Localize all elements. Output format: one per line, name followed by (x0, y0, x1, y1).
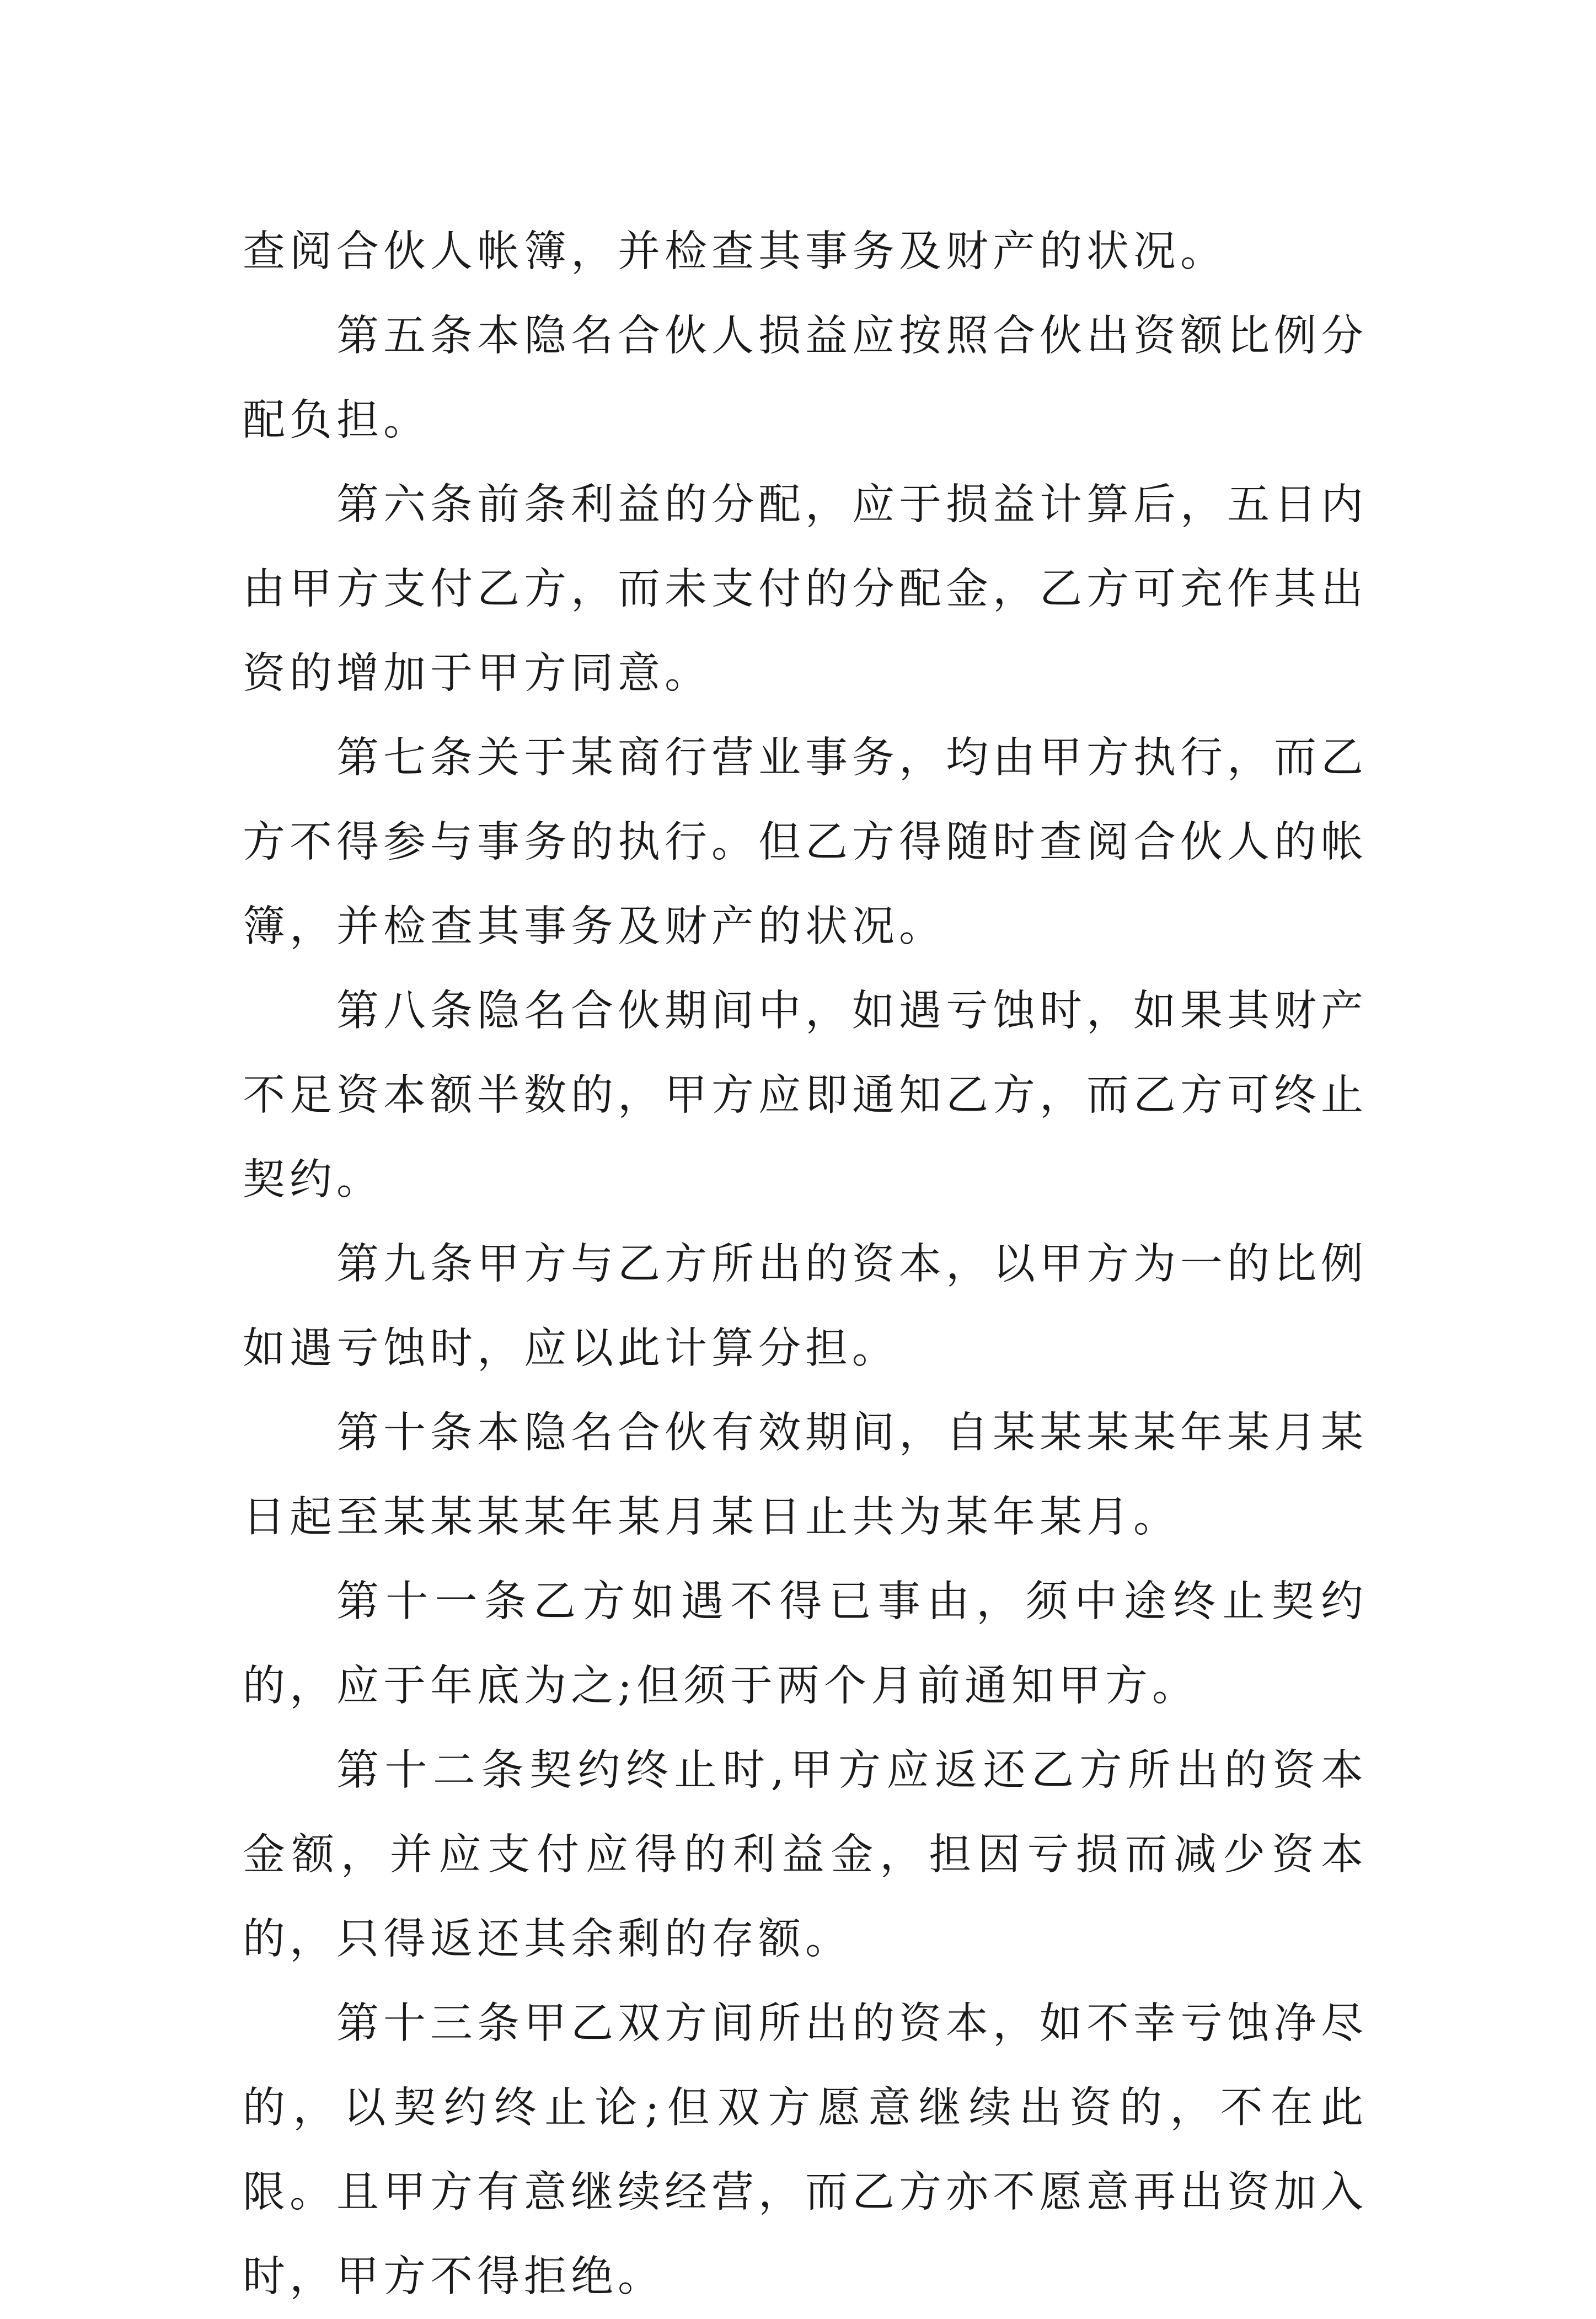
paragraph-article-6: 第六条前条利益的分配，应于损益计算后，五日内由甲方支付乙方，而未支付的分配金，乙方可充作其出资的增加于甲方同意。 (243, 480, 1368, 698)
paragraph-article-12: 第十二条契约终止时,甲方应返还乙方所出的资本金额，并应支付应得的利益金，担因亏损而减少资本的，只得返还其余剩的存额。 (243, 1746, 1368, 1964)
paragraph-article-5: 第五条本隐名合伙人损益应按照合伙出资额比例分配负担。 (243, 312, 1368, 445)
paragraph-article-7: 第七条关于某商行营业事务，均由甲方执行，而乙方不得参与事务的执行。但乙方得随时查阅合伙人的帐簿，并检查其事务及财产的状况。 (243, 733, 1368, 951)
paragraph-article-13: 第十三条甲乙双方间所出的资本，如不幸亏蚀净尽的，以契约终止论;但双方愿意继续出资的，不在此限。且甲方有意继续经营，而乙方亦不愿意再出资加入时，甲方不得拒绝。 (243, 1999, 1368, 2301)
paragraph-article-8: 第八条隐名合伙期间中，如遇亏蚀时，如果其财产不足资本额半数的，甲方应即通知乙方，而乙方可终止契约。 (243, 987, 1368, 1204)
document-body (243, 210, 1368, 2319)
paragraph: 查阅合伙人帐簿，并检查其事务及财产的状况。 (243, 227, 1227, 276)
paragraph-article-9: 第九条甲方与乙方所出的资本，以甲方为一的比例如遇亏蚀时，应以此计算分担。 (243, 1240, 1368, 1373)
paragraph-article-11: 第十一条乙方如遇不得已事由，须中途终止契约的，应于年底为之;但须于两个月前通知甲方。 (243, 1577, 1368, 1711)
paragraph-article-10: 第十条本隐名合伙有效期间，自某某某某年某月某日起至某某某某年某月某日止共为某年某月。 (243, 1408, 1368, 1542)
